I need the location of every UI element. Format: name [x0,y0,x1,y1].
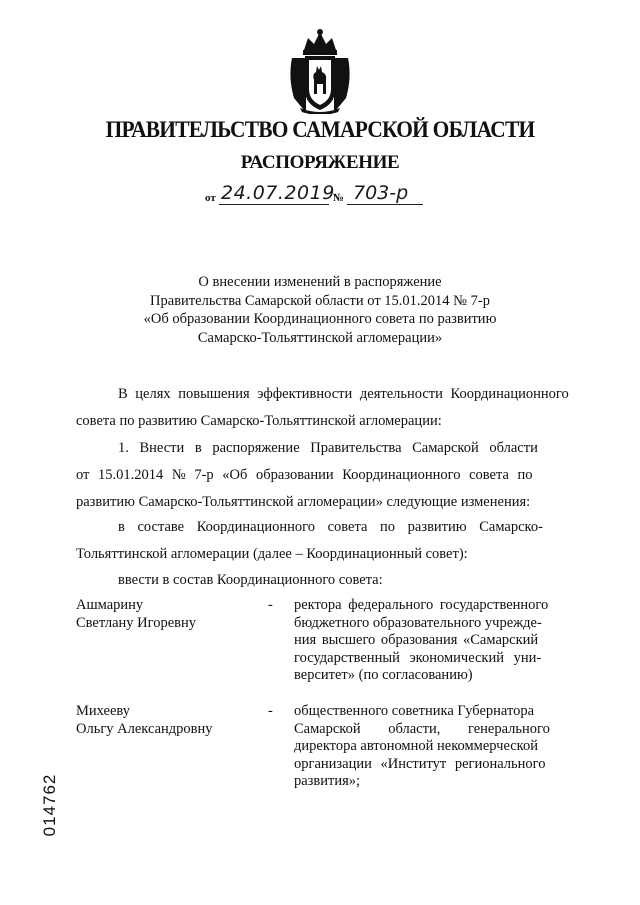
role-line: ректора федерального государственного [294,597,549,613]
paragraph-line: Тольяттинской агломерации (далее – Координационный совет): [76,546,468,562]
number-underline [347,204,423,205]
role-line: директора автономной некоммерческой [294,738,539,754]
member-surname: Михееву [76,703,131,719]
composition-paragraph [76,518,566,563]
archive-stamp-number [30,770,70,840]
paragraph-line: совета по развитию Самарско-Тольяттинской агломерации: [76,413,442,429]
role-line: ния высшего образования «Самарский [294,632,539,648]
handwritten-number: 703-р [353,182,409,204]
subject-line: «Об образовании Координационного совета по развитию [143,311,497,327]
samara-coat-of-arms-icon [284,28,356,114]
paragraph-line: ввести в состав Координационного совета: [118,572,383,588]
paragraph-line: В целях повышения эффективности деятельности Координационного [118,386,569,402]
paragraph-line: развитию Самарско-Тольяттинской агломерации» следующие изменения: [76,494,531,510]
role-line: общественного советника Губернатора [294,703,535,719]
member-given-names: Ольгу Александровну [76,720,213,737]
member-dash: - [268,703,273,719]
member-name [76,703,256,738]
paragraph-line: от 15.01.2014 № 7-р «Об образовании Координационного совета по [76,467,533,483]
item-1-paragraph [76,439,566,511]
number-prefix: № [333,192,345,204]
document-subject [100,273,540,347]
role-line: организации «Институт регионального [294,755,546,772]
role-line: Самарской области, генерального [294,720,550,737]
subject-line: О внесении изменений в распоряжение [198,274,442,290]
role-line: верситет» (по согласованию) [294,667,473,683]
member-entry [76,597,566,687]
member-surname: Ашмарину [76,597,144,613]
document-type: РАСПОРЯЖЕНИЕ [240,152,400,173]
member-role [294,703,566,791]
subject-line: Самарско-Тольяттинской агломерации» [197,329,443,346]
member-entry [76,703,566,793]
add-to-paragraph [76,571,566,589]
role-line: бюджетного образовательного учрежде- [294,614,542,631]
role-line: государственный экономический уни- [294,649,542,666]
government-title: ПРАВИТЕЛЬСТВО САМАРСКОЙ ОБЛАСТИ [105,117,535,142]
stamp-number-text: 014762 [40,773,59,837]
paragraph-line: в составе Координационного совета по развитию Самарско- [118,519,543,535]
date-underline [219,204,329,205]
member-dash: - [268,597,273,613]
subject-line: Правительства Самарской области от 15.01.2014 № 7-р [150,292,490,309]
member-name [76,597,256,632]
date-number-line [205,184,435,212]
handwritten-date: 24.07.2019 [221,182,335,204]
role-line: развития»; [294,773,361,789]
member-given-names: Светлану Игоревну [76,614,197,631]
paragraph-line: 1. Внести в распоряжение Правительства Самарской области [118,440,538,456]
member-role [294,597,566,685]
intro-paragraph [76,385,569,430]
date-prefix: от [205,192,216,204]
